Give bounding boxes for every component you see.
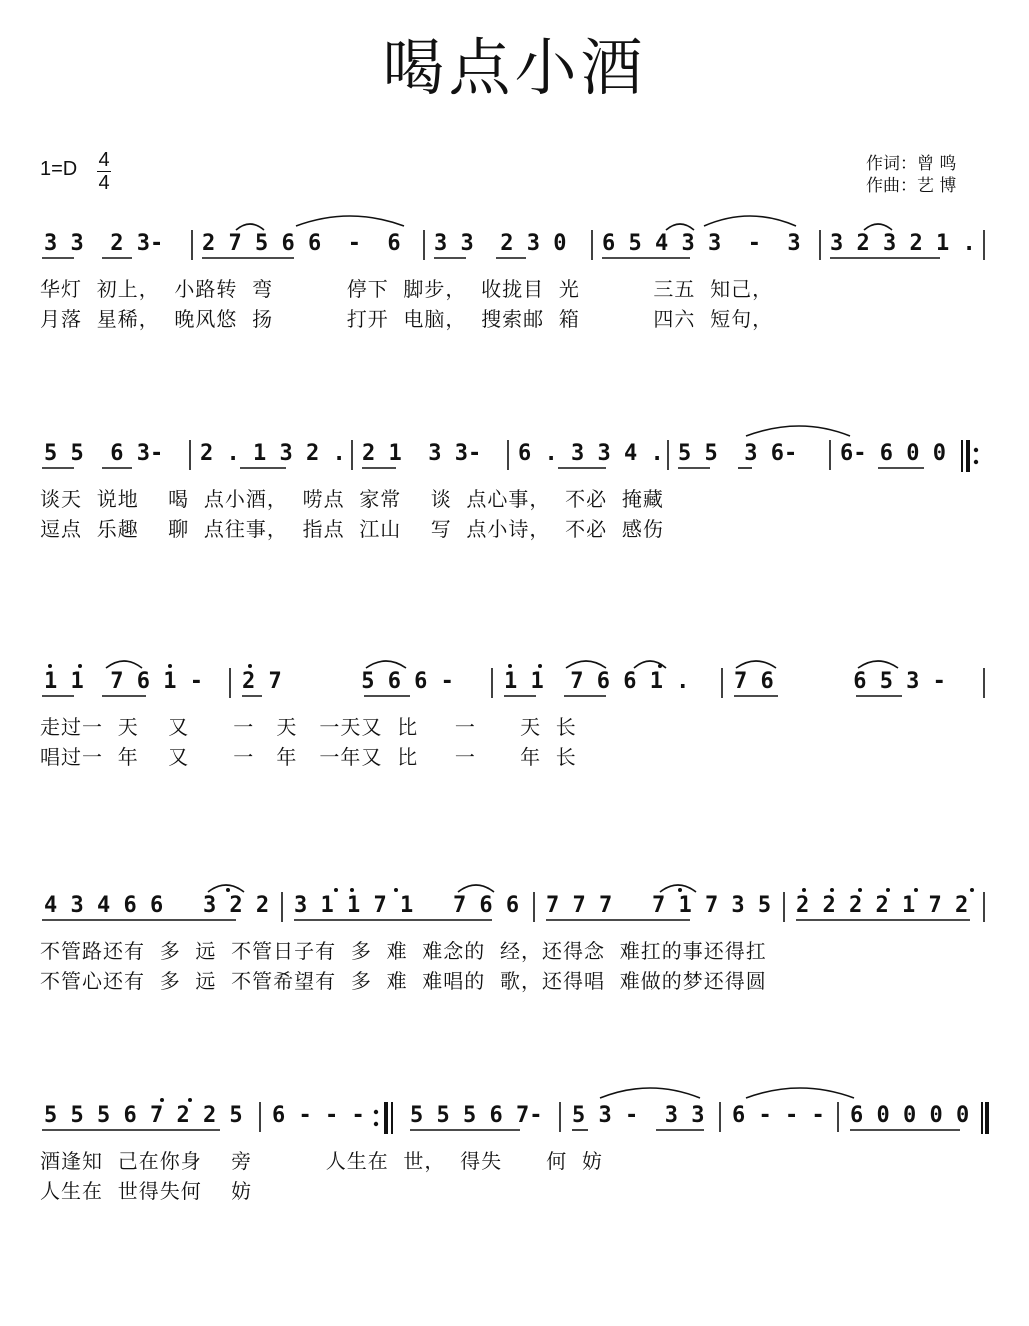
high-octave-dot [394, 888, 398, 892]
high-octave-dot [678, 888, 682, 892]
high-octave-dot [350, 888, 354, 892]
slur [864, 224, 892, 230]
key-signature: 1=D [40, 158, 78, 180]
high-octave-dot [538, 664, 542, 668]
repeat-dot [974, 460, 978, 464]
repeat-dot [374, 1110, 378, 1114]
notation-marks [40, 1080, 990, 1140]
measure: 2 7 5 6 6 - [242, 669, 454, 694]
composer-credit: 作曲：艺 博 [866, 176, 957, 196]
notation-marks [40, 208, 990, 268]
high-octave-dot [970, 888, 974, 892]
measure: 5 5 3 6- [678, 441, 798, 466]
high-octave-dot [168, 664, 172, 668]
measure: 5 5 5 6 7- [410, 1103, 543, 1128]
tie [296, 216, 404, 226]
lyric-verse-1: 华灯 初上， 小路转 弯 停下 脚步， 收拢目 光 三五 知己， [40, 277, 774, 301]
slur [366, 661, 406, 668]
high-octave-dot [48, 664, 52, 668]
tie [746, 426, 850, 436]
high-octave-dot [78, 664, 82, 668]
measure: 2 7 5 6 6 - 6 [202, 231, 401, 256]
tie [704, 216, 796, 226]
song-title: 喝点小酒 [382, 31, 647, 104]
high-octave-dot [248, 664, 252, 668]
measure: 6- 6 0 0 [840, 441, 946, 466]
measure: 3 3 2 3- [44, 231, 164, 256]
measure: 1 1 7 6 6 1 . [504, 669, 690, 694]
measure: 6 - - - [272, 1103, 365, 1128]
measure: 5 5 6 3- [44, 441, 164, 466]
lyric-verse-1: 酒逢知 己在你身 旁 人生在 世， 得失 何 妨 [40, 1149, 604, 1173]
lyric-verse-2: 逗点 乐趣 聊 点往事， 指点 江山 写 点小诗， 不必 感伤 [40, 517, 664, 541]
repeat-dot [374, 1122, 378, 1126]
slur [736, 661, 776, 668]
slur [666, 224, 694, 230]
notation-marks [40, 418, 990, 478]
measure: 7 7 7 7 1 7 3 5 [546, 893, 772, 918]
high-octave-dot [188, 1098, 192, 1102]
slur [106, 661, 142, 668]
high-octave-dot [858, 888, 862, 892]
notation-marks [40, 646, 990, 706]
measure: 5 3 - 3 3 [572, 1103, 705, 1128]
measure: 4 3 4 6 6 3 2 2 [44, 893, 270, 918]
measure: 2 . 1 3 2 . [200, 441, 346, 466]
measure: 6 - - - [732, 1103, 825, 1128]
high-octave-dot [802, 888, 806, 892]
measure: 2 1 3 3- [362, 441, 482, 466]
high-octave-dot [160, 1098, 164, 1102]
measure: 5 5 5 6 7 2 2 5 [44, 1103, 243, 1128]
high-octave-dot [830, 888, 834, 892]
measure: 6 5 4 3 3 - 3 [602, 231, 801, 256]
time-signature-top: 4 [98, 149, 110, 171]
measure: 3 2 3 2 1 . [830, 231, 976, 256]
lyric-verse-2: 月落 星稀， 晚风悠 扬 打开 电脑， 搜索邮 箱 四六 短句， [40, 307, 774, 331]
high-octave-dot [334, 888, 338, 892]
lyric-verse-2: 人生在 世得失何 妨 [40, 1179, 253, 1203]
lyric-verse-2: 唱过一 年 又 一 年 一年又 比 一 年 长 [40, 745, 577, 769]
repeat-dot [974, 448, 978, 452]
measure: 1 1 7 6 1 - [44, 669, 203, 694]
slur [660, 885, 696, 892]
measure: 6 . 3 3 4 . [518, 441, 664, 466]
slur [236, 224, 264, 230]
slur [566, 661, 606, 668]
slur [208, 885, 244, 892]
high-octave-dot [508, 664, 512, 668]
lyric-verse-1: 不管路还有 多 远 不管日子有 多 难 难念的 经，还得念 难扛的事还得扛 [40, 939, 767, 963]
lyricist-credit: 作词：曾 鸣 [866, 154, 957, 174]
high-octave-dot [226, 888, 230, 892]
measure: 3 1 1 7 1 7 6 6 [294, 893, 520, 918]
time-signature [97, 150, 111, 193]
high-octave-dot [914, 888, 918, 892]
tie [600, 1088, 700, 1098]
tie [746, 1088, 854, 1098]
measure: 3 3 2 3 0 [434, 231, 567, 256]
high-octave-dot [886, 888, 890, 892]
time-signature-bottom: 4 [98, 172, 110, 194]
measure: 2 2 2 2 1 7 2 [796, 893, 969, 918]
notation-marks [40, 870, 990, 930]
lyric-verse-1: 谈天 说地 喝 点小酒， 唠点 家常 谈 点心事， 不必 掩藏 [40, 487, 664, 511]
lyric-verse-1: 走过一 天 又 一 天 一天又 比 一 天 长 [40, 715, 577, 739]
slur [858, 661, 898, 668]
measure: 7 6 6 5 3 - [734, 669, 946, 694]
lyric-verse-2: 不管心还有 多 远 不管希望有 多 难 难唱的 歌，还得唱 难做的梦还得圆 [40, 969, 767, 993]
credits [866, 153, 956, 197]
high-octave-dot [658, 664, 662, 668]
slur [458, 885, 494, 892]
measure: 6 0 0 0 0 [850, 1103, 970, 1128]
